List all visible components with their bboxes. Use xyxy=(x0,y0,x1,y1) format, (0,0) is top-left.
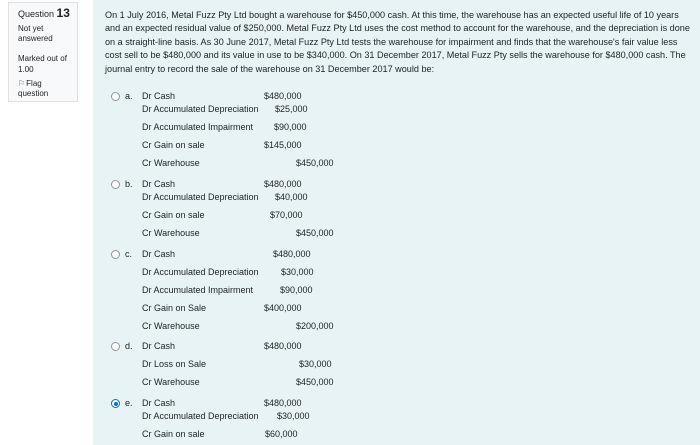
option-d-line-account: Dr Cash xyxy=(142,341,176,351)
question-label: Question xyxy=(18,9,55,19)
option-c-line-account: Dr Accumulated Depreciation xyxy=(142,267,259,277)
question-content xyxy=(93,0,700,445)
option-b-line-amount: $450,000 xyxy=(296,228,334,238)
option-c-line-amount: $200,000 xyxy=(296,321,334,331)
option-e-line-amount: $30,000 xyxy=(277,411,310,421)
option-b-radio[interactable] xyxy=(111,180,120,189)
option-d-line-account: Cr Warehouse xyxy=(142,377,200,387)
option-e-line-amount: $60,000 xyxy=(265,429,298,439)
option-b-letter: b. xyxy=(125,179,133,189)
option-b-line-amount: $480,000 xyxy=(264,179,302,189)
option-b-line-account: Dr Accumulated Depreciation xyxy=(142,192,259,202)
option-c-line-amount: $90,000 xyxy=(280,285,313,295)
option-e-line-account: Cr Gain on sale xyxy=(142,429,205,439)
option-a-line-account: Cr Gain on sale xyxy=(142,140,205,150)
option-e-line-account: Dr Accumulated Depreciation xyxy=(142,411,259,421)
option-a-radio[interactable] xyxy=(111,92,120,101)
option-d-line-amount: $450,000 xyxy=(296,377,334,387)
option-c-line-amount: $400,000 xyxy=(264,303,302,313)
question-grade: Marked out of 1.00 xyxy=(18,54,67,74)
flag-label: Flag question xyxy=(18,79,49,98)
option-a-line-account: Dr Cash xyxy=(142,91,176,101)
question-state: Not yet answered xyxy=(18,24,53,43)
question-text: On 1 July 2016, Metal Fuzz Pty Ltd bought a warehouse for $450,000 cash. At this time, the warehouse has an expected useful life of 10 years and an expected residual value of $250,000. Metal Fuzz Pty Ltd uses the cost method to account for the warehouse, and the depreciation is done on a straight-line basis. As 30 June 2017, Metal Fuzz Pty Ltd tests the warehouse for impairment and finds that the warehouse's fair value less cost sell to be $480,000 and its value in use to be $340,000. On 31 December 2017, Metal Fuzz Pty sells the warehouse for $480,000 cash. The journal entry to record the sale of the warehouse on 31 December 2017 would be: xyxy=(105,10,690,74)
option-e-line-amount: $480,000 xyxy=(264,398,302,408)
option-d-line-amount: $30,000 xyxy=(299,359,332,369)
option-c-letter: c. xyxy=(125,249,133,259)
option-a-line-amount: $145,000 xyxy=(264,140,302,150)
option-c-radio[interactable] xyxy=(111,250,120,259)
option-c-line-account: Dr Accumulated Impairment xyxy=(142,285,254,295)
option-d-line-amount: $480,000 xyxy=(264,341,302,351)
option-b-line-account: Dr Cash xyxy=(142,179,176,189)
option-e-letter: e. xyxy=(125,398,133,408)
option-c-line-account: Cr Warehouse xyxy=(142,321,200,331)
option-a-line-account: Dr Accumulated Depreciation xyxy=(142,104,259,114)
option-a-line-amount: $25,000 xyxy=(275,104,308,114)
option-a-line-account: Dr Accumulated Impairment xyxy=(142,122,254,132)
flag-icon: ⚐ xyxy=(18,79,26,88)
option-d-radio[interactable] xyxy=(111,342,120,351)
question-number xyxy=(18,6,70,20)
option-a-line-account: Cr Warehouse xyxy=(142,158,200,168)
option-b-line-amount: $70,000 xyxy=(270,210,303,220)
option-d-line-account: Dr Loss on Sale xyxy=(142,359,207,369)
question-info-panel xyxy=(8,2,78,102)
question-number-value: 13 xyxy=(56,6,70,20)
option-c-line-account: Cr Gain on Sale xyxy=(142,303,207,313)
option-a-letter: a. xyxy=(125,91,133,101)
option-a-line-amount: $480,000 xyxy=(264,91,302,101)
option-b-line-account: Cr Warehouse xyxy=(142,228,200,238)
option-e-line-account: Dr Cash xyxy=(142,398,176,408)
option-d-letter: d. xyxy=(125,341,133,351)
option-c-line-amount: $30,000 xyxy=(281,267,314,277)
option-c-line-account: Dr Cash xyxy=(142,249,176,259)
flag-question-link[interactable] xyxy=(18,79,74,99)
option-a-line-amount: $450,000 xyxy=(296,158,334,168)
option-e-radio[interactable] xyxy=(111,399,120,408)
option-a-line-amount: $90,000 xyxy=(274,122,307,132)
option-b-line-amount: $40,000 xyxy=(275,192,308,202)
option-b-line-account: Cr Gain on sale xyxy=(142,210,205,220)
option-c-line-amount: $480,000 xyxy=(273,249,311,259)
